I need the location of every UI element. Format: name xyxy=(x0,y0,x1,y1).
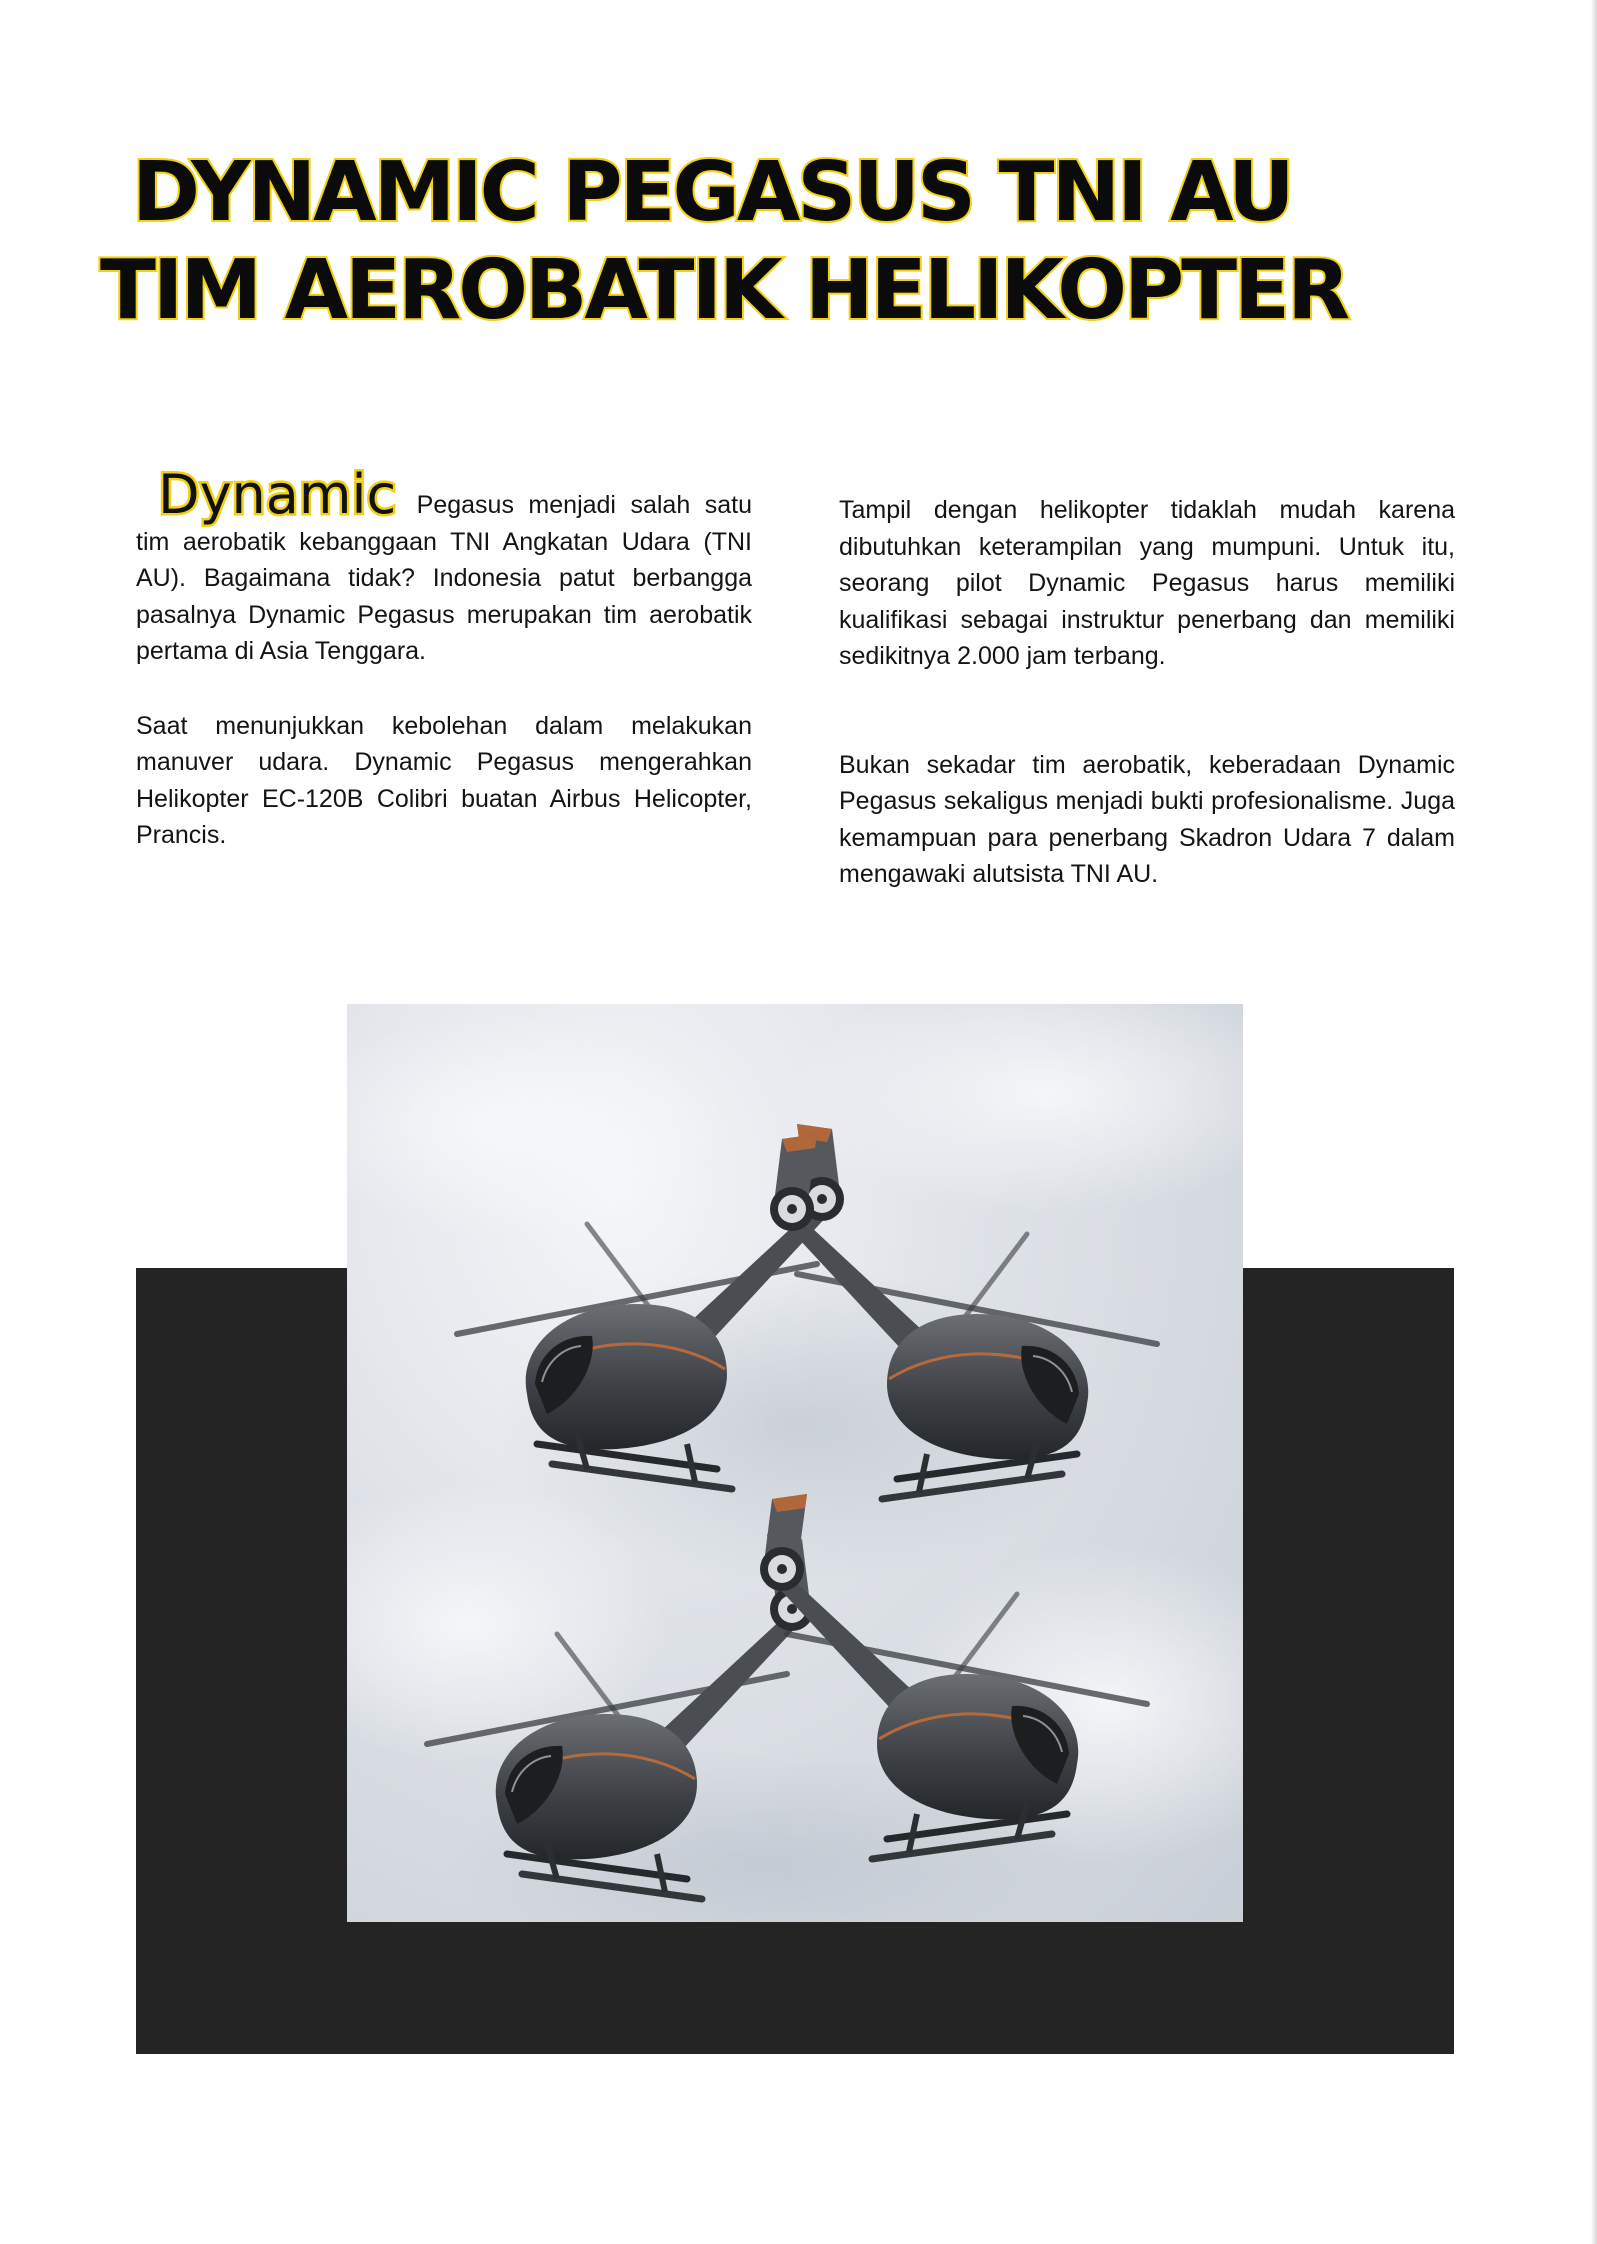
lead-word: Dynamic xyxy=(158,463,397,526)
page-title-line-1: DYNAMIC PEGASUS TNI AU xyxy=(132,145,1292,240)
right-text-column xyxy=(839,492,1455,893)
right-paragraph-1: Tampil dengan helikopter tidaklah mudah karena dibutuhkan keterampilan yang mumpuni. Untuk itu, seorang pilot Dynamic Pegasus harus memiliki kualifikasi sebagai instruktur penerbang dan memiliki sedikitnya 2.000 jam terbang. xyxy=(839,496,1455,670)
right-paragraph-2: Bukan sekadar tim aerobatik, keberadaan Dynamic Pegasus sekaligus menjadi bukti profesionalisme. Juga kemampuan para penerbang Skadron Udara 7 dalam mengawaki alutsista TNI AU. xyxy=(839,750,1455,888)
helicopter-formation-photo xyxy=(347,1004,1243,1922)
left-paragraph-1 xyxy=(136,463,752,670)
left-text-column xyxy=(136,463,752,854)
left-paragraph-1-text: Pegasus menjadi salah satu tim aerobatik kebanggaan TNI Angkatan Udara (TNI AU). Bagaimana tidak? Indonesia patut berbangga pasalnya Dynamic Pegasus merupakan tim aerobatik pertama di Asia Tenggara. xyxy=(136,491,752,665)
left-paragraph-2: Saat menunjukkan kebolehan dalam melakukan manuver udara. Dynamic Pegasus mengerahkan Helikopter EC-120B Colibri buatan Airbus Helicopter, Prancis. xyxy=(136,711,752,849)
helicopter-formation-illustration xyxy=(347,1004,1243,1922)
page-title-line-2: TIM AEROBATIK HELIKOPTER xyxy=(100,243,1348,338)
page-edge-shadow xyxy=(1591,0,1597,2244)
